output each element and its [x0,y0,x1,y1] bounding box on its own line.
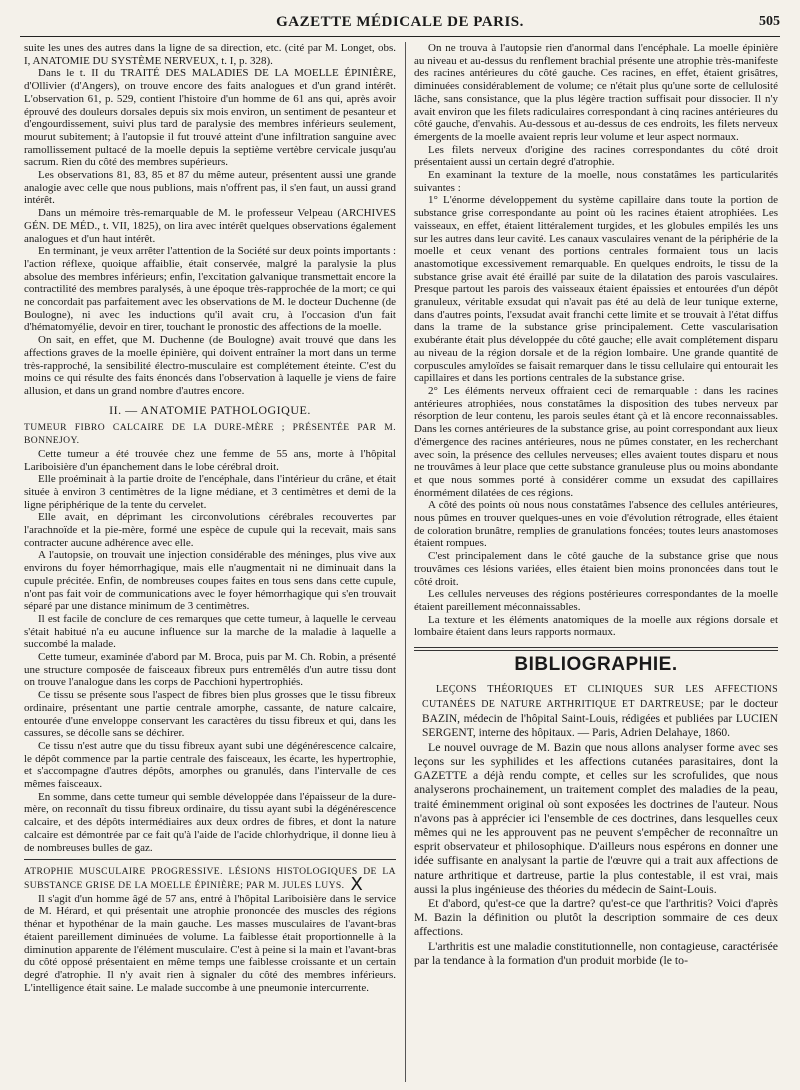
left-column [24,42,396,1082]
article-heading-text: ATROPHIE MUSCULAIRE PROGRESSIVE. LÉSIONS HISTOLOGIQUES DE LA SUBSTANCE GRISE DE LA MOELLE ÉPINIÈRE; PAR M. JULES LUYS. [24,866,396,891]
paragraph: 2° Les éléments nerveux offraient ceci de remarquable : dans les racines antérieures atrophiées, nous constatâmes la disposition des tubes nerveux par résorption de leur contenu, les parois seules étant çà et là encore reconnaissables. Dans les cornes antérieures de la substance grise, au point correspondant aux lieux d'émergence des racines antérieures, nous ne pûmes constater, en les recherchant avec soin, la présence des cellules nerveuses; elles avaient toutes disparu et nous ne trouvâmes à leur place que cette substance granuleuse plus ou moins abondante et que nous sommes porté à considérer comme un exsudat des capillaires énormément dilatées de ces régions. [414,384,778,499]
paragraph: Cette tumeur, examinée d'abord par M. Broca, puis par M. Ch. Robin, a présenté une structure composée de faisceaux fibreux purs entremêlés d'un autre tissu dont on trouve l'analogue dans les corps de Pacchioni hypertrophiés. [24,651,396,689]
journal-title: GAZETTE MÉDICALE DE PARIS. [276,14,524,30]
handwritten-x-mark: X [350,874,364,895]
page-header [20,14,780,37]
paragraph: Les filets nerveux d'origine des racines correspondantes du côté droit présentaient aussi un certain degré d'atrophie. [414,143,778,169]
paragraph: Et d'abord, qu'est-ce que la dartre? qu'est-ce que l'arthritis? Voici d'après M. Bazin la définition ou plutôt la description sommaire de ces deux affections. [414,895,778,939]
page-number: 505 [759,14,780,29]
paragraph: 1° L'énorme développement du système capillaire dans toute la portion de substance grise correspondante au point où les racines étaient atrophiées. Les vaisseaux, en effet, étaient littéralement turgides, et les globules empilés les uns sur les autres dans leur cavité. Les canaux vasculaires venant de la périphérie de la moelle et ceux venant des portions centrales formaient tous un lacis anastomotique excessivement remarquable. En quelques endroits, le tissu de la substance grise avait été éraillé par suite de la dilatation des parois vasculaires. Presque partout les parois des vaisseaux étaient épaissies et entourées d'un dépôt granuleux, véritable exsudat qui n'avait pas été au delà de leur tunique externe, dans d'autres points, l'exsudat avait franchi cette limite et se trouvait à l'état diffus dans la trame de la substance grise principalement. Cette vascularisation exubérante était plus développée du côté gauche; elle avait complétement disparu au niveau de la région dorsale et de la région lombaire. Une grande quantité de corpuscules amyloïdes se faisait remarquer dans le tissu cellulaire qui entourait les capillaires et dans les portions centrales de la substance grise. [414,194,778,385]
paragraph: suite les unes des autres dans la ligne de sa direction, etc. (cité par M. Longet, obs. I, ANATOMIE DU SYSTÈME NERVEUX, t. I, p. 328). [24,42,396,67]
bibliography-title: BIBLIOGRAPHIE. [514,654,678,676]
paragraph: Dans un mémoire très-remarquable de M. le professeur Velpeau (ARCHIVES GÉN. DE MÉD., t. VII, 1825), on lira avec intérêt quelques observations également analogues et d'un haut intérêt. [24,207,396,245]
right-column [414,42,778,1082]
book-title: LEÇONS THÉORIQUES ET CLINIQUES SUR LES AFFECTIONS CUTANÉES DE NATURE ARTHRITIQUE ET DARTREUSE; [422,683,778,710]
book-details: par le docteur BAZIN, médecin de l'hôpital Saint-Louis, rédigées et publiées par LUCIEN SERGENT, interne des hôpitaux. — Paris, Adrien Delahaye, 1860. [422,697,778,739]
column-divider [405,42,406,1082]
article-heading [24,866,396,895]
paragraph: C'est principalement dans le côté gauche de la substance grise que nous trouvâmes ces lésions variées, elles étaient bien moins prononcées dans tout le côté droit. [414,550,778,588]
paragraph: A côté des points où nous nous constatâmes l'absence des cellules antérieures, nous pûmes en trouver quelques-unes en voie d'évolution rétrograde, elles étaient de coloration brunâtre, remplies de granulations foncées; toutes leurs anastomoses étaient rompues. [414,499,778,550]
paragraph: Il est facile de conclure de ces remarques que cette tumeur, à laquelle le cerveau s'était habitué n'a eu aucune influence sur la marche de la maladie à laquelle a succombé la malade. [24,612,396,651]
paragraph: A l'autopsie, on trouvait une injection considérable des méninges, plus vive aux environs du foyer hémorrhagique, mais elle n'augmentait ni ne diminuait dans la cupule précitée. Enfin, de nombreuses coupes faites en tous sens dans cette cupule, n'ont pas fait voir de communications avec le foyer hémorrhagique qui s'en trouvait séparé par une distance minimum de 3 centimètres. [24,549,396,613]
paragraph: Dans le t. II du TRAITÉ DES MALADIES DE LA MOELLE ÉPINIÈRE, d'Ollivier (d'Angers), on trouve encore des faits analogues et d'un grand intérêt. L'observation 61, p. 529, contient l'histoire d'un homme de 61 ans qui, après avoir éprouvé des douleurs dorsales depuis six mois environ, un sentiment de pesanteur et d'engourdissement, suivi plus tard de paralysie des membres inférieurs seulement, mourut subitement; à l'autopsie il fut trouvé atteint d'une infiltration sanguine avec ramollissement pultacé de la moelle depuis la septième vertèbre cervicale jusqu'au sacrum. Rien du côté des membres supérieurs. [24,67,396,169]
paragraph: En terminant, je veux arrêter l'attention de la Société sur deux points importants : l'action réflexe, quoique affaiblie, était conservée, malgré la paralysie la plus absolue des membres inférieurs; enfin, l'excitation galvanique transmettait encore la contractilité des membres paralysés, à une époque très-rapprochée de la mort; ce qui ne concordait pas parfaitement avec les observations de M. le docteur Duchenne (de Boulogne), ni avec les inductions qu'il avait cru, à l'occasion d'un fait d'hématomyélie, devoir en tirer, touchant le pronostic des affections de la moelle. [24,245,396,334]
article-heading: TUMEUR FIBRO CALCAIRE DE LA DURE-MÈRE ; PRÉSENTÉE PAR M. BONNEJOY. [24,422,396,447]
paragraph: Les observations 81, 83, 85 et 87 du même auteur, présentent aussi une grande analogie avec celle que nous publions, mais n'offrent pas, il s'en faut, un aussi grand intérêt. [24,169,396,207]
paragraph: En somme, dans cette tumeur qui semble développée dans l'épaisseur de la dure-mère, on reconnaît du tissu fibreux ordinaire, du tissu ayant subi la dégénérescence calcaire, et des dépôts intermédiaires aux deux ordres de fibres, et dont la nature calcaire est démontrée par ce fait qu'à l'aide de l'acide chlorhydrique, il donne lieu à de nombreuses bulles de gaz. [24,790,396,854]
paragraph: En examinant la texture de la moelle, nous constatâmes les particularités suivantes : [414,169,778,194]
paragraph: Elle avait, en déprimant les circonvolutions cérébrales recouvertes par l'arachnoïde et la pie-mère, formé une espèce de cupule qui la recevait, mais sans contracter aucune adhérence avec elle. [24,511,396,549]
paragraph: Cette tumeur a été trouvée chez une femme de 55 ans, morte à l'hôpital Lariboisière d'un épanchement dans le lobe cérébral droit. [24,447,396,473]
paragraph: Les cellules nerveuses des régions postérieures correspondantes de la moelle étaient pareillement méconnaissables. [414,588,778,613]
paragraph: L'arthritis est une maladie constitutionnelle, non contagieuse, caractérisée par la tendance à la formation d'un produit morbide (le to- [414,938,778,967]
bibliography-entry [414,682,778,740]
paragraph: Ce tissu n'est autre que du tissu fibreux ayant subi une dégénérescence calcaire, le dépôt commence par la partie centrale des faisceaux, les écarte, les hypertrophie, et s'accompagne d'autres dépôts, amorphes ou granulés, dans l'intervalle de ces mêmes faisceaux. [24,739,396,791]
section-title: II. — ANATOMIE PATHOLOGIQUE. [109,402,311,417]
paragraph: On sait, en effet, que M. Duchenne (de Boulogne) avait trouvé que dans les affections graves de la moelle épinière, qui doivent entraîner la mort dans un terme très-rapproché, la sensibilité électro-musculaire est complétement éteinte. C'est du moins ce qui résulte des faits énoncés dans l'observation à laquelle je viens de faire allusion, et dans un grand nombre d'autres encore. [24,334,396,397]
paragraph: On ne trouva à l'autopsie rien d'anormal dans l'encéphale. La moelle épinière au niveau et au-dessus du renflement brachial présente une atrophie très-manifeste des racines antérieures du côté gauche. Ces racines, en effet, étaient grisâtres, diminuées considérablement de volume; ce n'était plus qu'une sorte de cellulosité lâche, sans consistance, que la plus légère traction suffisait pour dissocier. Il n'y avait environ que les filets radiculaires correspondant à cinq racines antérieures du côté gauche, d'envahis. Au-dessous et au-dessus de ces endroits, les filets nerveux émergents de la moelle avaient repris leur volume et leur aspect normaux. [414,42,778,143]
paragraph: Le nouvel ouvrage de M. Bazin que nous allons analyser forme avec ses leçons sur les syphilides et les affections cutanées parasitaires, dont la GAZETTE a déjà rendu compte, et celles sur les scrofulides, que nous analyserons prochainement, un traitement complet des maladies de la peau, traité éminemment original où sont exposées les doctrines de l'auteur. Nous n'avons pas à apprécier ici l'ensemble de ces doctrines, dans lesquelles ceux mêmes qui ne les approuvent pas ne peuvent s'empêcher de reconnaître un esprit observateur et philosophique. D'ailleurs nous espérons en donner une idée suffisante en analysant la partie de l'œuvre qui a trait aux affections de nature arthritique et dartreuse, partie la plus contestable, il est vrai, mais aussi la plus ingénieuse des théories du médecin de Saint-Louis. [414,739,778,896]
section-rule [414,647,778,653]
section-rule [24,859,396,860]
paragraph: Ce tissu se présente sous l'aspect de fibres bien plus grosses que le tissu fibreux ordinaire, présentant une partie centrale amorphe, cassante, de nature calcaire, entourée d'une enveloppe conservant les caractères du tissu fibreux et qui, dans les cassures, se décolle sans se déchirer. [24,689,396,740]
paragraph: La texture et les éléments anatomiques de la moelle aux régions dorsale et lombaire étaient dans leurs rapports normaux. [414,613,778,639]
paragraph: Il s'agit d'un homme âgé de 57 ans, entré à l'hôpital Lariboisière dans le service de M. Hérard, et qui présentait une atrophie prononcée des muscles des régions thénar et hypothénar de la main gauche. Les masses musculaires de l'avant-bras étaient pareillement diminuées de volume. La faiblesse était proportionnelle à la diminution apparente de l'élément musculaire. C'est à peine si la main et l'avant-bras du côté opposé présentaient en même temps une faiblesse croissante et un certain degré d'atrophie. Il n'y avait rien à signaler du côté des membres inférieurs. L'intelligence était saine. Le malade succombe à une pneumonie intercurrente. [24,892,396,994]
paragraph: Elle proéminait à la partie droite de l'encéphale, dans l'intérieur du crâne, et était située à environ 3 centimètres de la ligne médiane, et 3 centimètres et demi de la ligne périphérique de la tente du cervelet. [24,473,396,511]
